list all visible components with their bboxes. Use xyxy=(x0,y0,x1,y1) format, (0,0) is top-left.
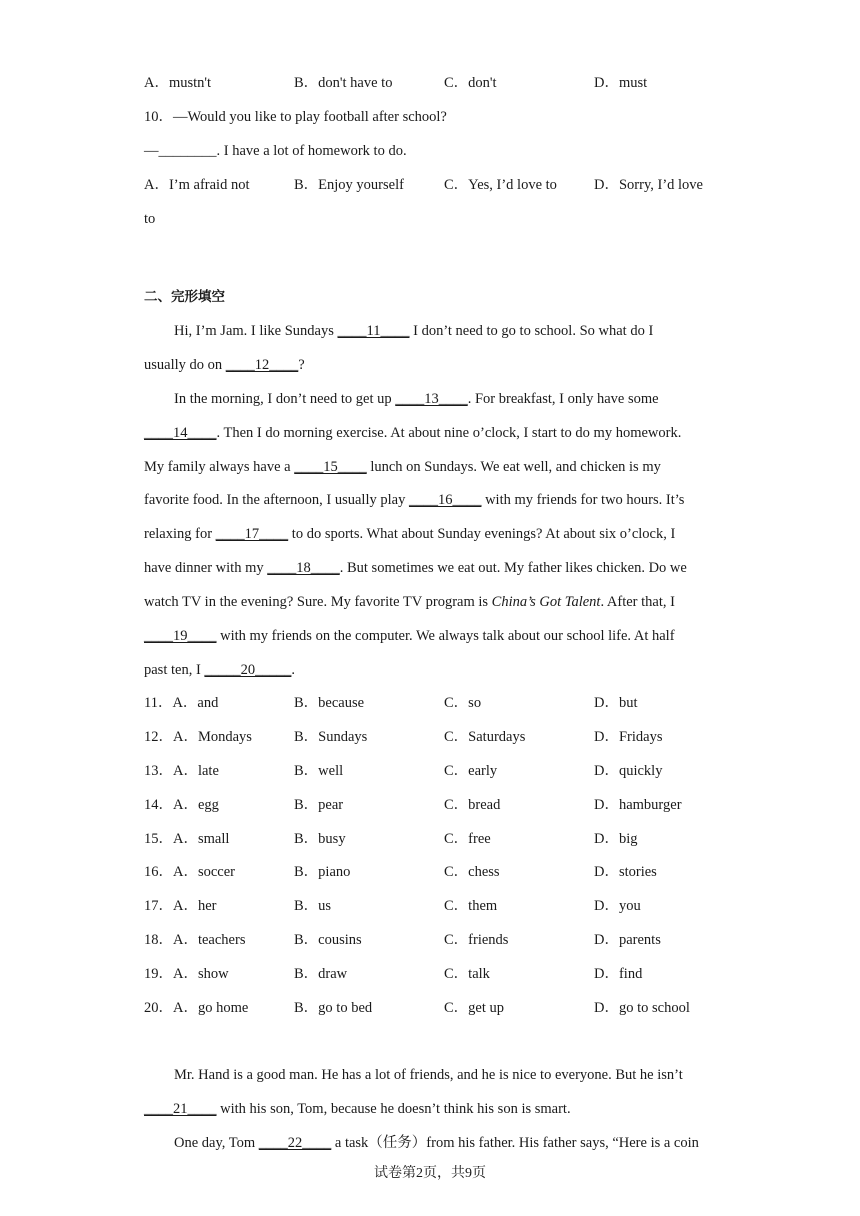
blank-22: ____22____ xyxy=(258,1135,332,1151)
question-17-option-d: D．you xyxy=(594,898,641,914)
question-15-option-b: B．busy xyxy=(294,831,346,847)
blank-17: ____17____ xyxy=(215,526,289,542)
q10-option-c: C．Yes, I’d love to xyxy=(444,177,557,193)
blank-14: ____14____ xyxy=(144,425,217,441)
blank-18: ____18____ xyxy=(267,560,340,576)
question-14-option-c: C．bread xyxy=(444,797,501,813)
q9-option-a: A．mustn't xyxy=(144,75,212,91)
passage1-line: past ten, I _____20_____. xyxy=(144,662,296,678)
question-18-option-c: C．friends xyxy=(444,932,509,948)
passage1-line: relaxing for ____17____ to do sports. What about Sunday evenings? At about six o’clock, I xyxy=(144,526,676,542)
question-14-option-d: D．hamburger xyxy=(594,797,682,813)
question-20-option-d: D．go to school xyxy=(594,1000,690,1016)
passage1-line: ____19____ with my friends on the computer. We always talk about our school life. At half xyxy=(144,628,675,644)
blank-21: ____21____ xyxy=(144,1101,217,1117)
blank-13: ____13____ xyxy=(395,391,468,407)
question-18-option-d: D．parents xyxy=(594,932,661,948)
passage1-line: In the morning, I don’t need to get up ____13____. For breakfast, I only have some xyxy=(174,391,659,407)
passage1-line: ____14____. Then I do morning exercise. At about nine o’clock, I start to do my homework. xyxy=(144,425,682,441)
passage1-line: have dinner with my ____18____. But sometimes we eat out. My father likes chicken. Do we xyxy=(144,560,687,576)
passage2-line: ____21____ with his son, Tom, because he doesn’t think his son is smart. xyxy=(144,1101,571,1117)
question-11-option-b: B．because xyxy=(294,695,365,711)
question-20-option-c: C．get up xyxy=(444,1000,505,1016)
blank-11: ____11____ xyxy=(337,323,410,339)
q10-option-d: D．Sorry, I’d love xyxy=(594,177,703,193)
question-17-option-a: 17．A．her xyxy=(144,898,217,914)
question-19-option-c: C．talk xyxy=(444,966,490,982)
blank-12: ____12____ xyxy=(225,357,299,373)
question-12-option-a: 12．A．Mondays xyxy=(144,729,252,745)
passage1-line: My family always have a ____15____ lunch on Sundays. We eat well, and chicken is my xyxy=(144,459,661,475)
question-15-option-c: C．free xyxy=(444,831,491,847)
question-17-option-c: C．them xyxy=(444,898,498,914)
q10-option-wrap: to xyxy=(144,211,156,227)
blank-20: _____20_____ xyxy=(204,662,292,678)
question-11-option-d: D．but xyxy=(594,695,638,711)
question-16-option-d: D．stories xyxy=(594,864,657,880)
question-18-option-a: 18．A．teachers xyxy=(144,932,246,948)
question-12-option-d: D．Fridays xyxy=(594,729,663,745)
question-19-option-a: 19．A．show xyxy=(144,966,229,982)
q10-reply: —________. I have a lot of homework to do. xyxy=(144,143,407,159)
question-20-option-b: B．go to bed xyxy=(294,1000,373,1016)
question-16-option-c: C．chess xyxy=(444,864,500,880)
question-13-option-a: 13．A．late xyxy=(144,763,219,779)
blank-16: ____16____ xyxy=(408,492,482,508)
passage1-line: Hi, I’m Jam. I like Sundays ____11____ I don’t need to go to school. So what do I xyxy=(174,323,654,339)
blank-19: ____19____ xyxy=(144,628,217,644)
question-18-option-b: B．cousins xyxy=(294,932,362,948)
question-13-option-c: C．early xyxy=(444,763,498,779)
question-17-option-b: B．us xyxy=(294,898,332,914)
blank-15: ____15____ xyxy=(294,459,367,475)
page-footer: 试卷第2页，共9页 xyxy=(374,1166,486,1181)
q9-option-b: B．don't have to xyxy=(294,75,393,91)
question-13-option-b: B．well xyxy=(294,763,344,779)
q10-option-a: A．I’m afraid not xyxy=(144,177,250,193)
question-14-option-a: 14．A．egg xyxy=(144,797,219,813)
question-14-option-b: B．pear xyxy=(294,797,344,813)
question-12-option-b: B．Sundays xyxy=(294,729,368,745)
question-12-option-c: C．Saturdays xyxy=(444,729,526,745)
question-20-option-a: 20．A．go home xyxy=(144,1000,249,1016)
passage1-line: watch TV in the evening? Sure. My favorite TV program is China’s Got Talent. After that, I xyxy=(144,594,675,610)
q10-option-b: B．Enjoy yourself xyxy=(294,177,404,193)
passage1-line: favorite food. In the afternoon, I usually play ____16____ with my friends for two hours. It’s xyxy=(144,492,685,508)
question-11-option-a: 11．A．and xyxy=(144,695,219,711)
question-19-option-b: B．draw xyxy=(294,966,348,982)
question-13-option-d: D．quickly xyxy=(594,763,663,779)
question-11-option-c: C．so xyxy=(444,695,482,711)
passage2-line: One day, Tom ____22____ a task（任务）from his father. His father says, “Here is a coin xyxy=(174,1135,699,1151)
question-16-option-a: 16．A．soccer xyxy=(144,864,236,880)
q9-option-d: D．must xyxy=(594,75,648,91)
tv-program-title: China’s Got Talent xyxy=(491,594,601,610)
question-16-option-b: B．piano xyxy=(294,864,351,880)
passage1-line: usually do on ____12____? xyxy=(144,357,305,373)
q10-stem: 10．—Would you like to play football after school? xyxy=(144,109,447,125)
question-15-option-a: 15．A．small xyxy=(144,831,230,847)
question-19-option-d: D．find xyxy=(594,966,643,982)
section-heading: 二、完形填空 xyxy=(144,289,225,305)
passage2-line: Mr. Hand is a good man. He has a lot of friends, and he is nice to everyone. But he isn’t xyxy=(174,1067,683,1083)
q9-option-c: C．don't xyxy=(444,75,497,91)
question-15-option-d: D．big xyxy=(594,831,638,847)
